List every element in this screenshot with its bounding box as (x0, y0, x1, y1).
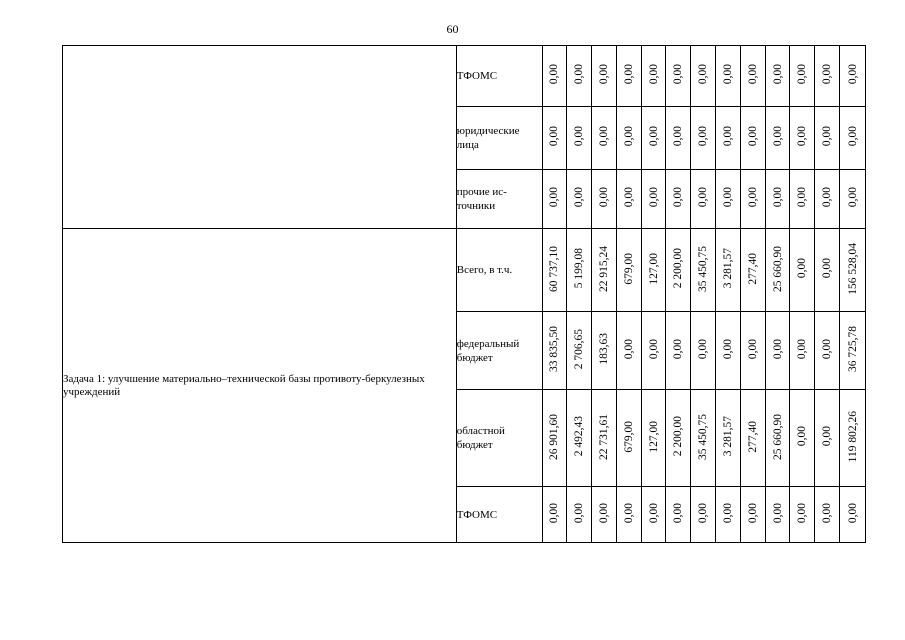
value-text: 0,00 (771, 502, 784, 524)
value-cell (765, 390, 790, 487)
value-text: 0,00 (697, 126, 710, 147)
value-cell (840, 390, 866, 487)
value-text: 60 737,10 (548, 245, 561, 292)
value-cell (567, 170, 592, 229)
value-text: 36 725,78 (846, 326, 859, 372)
value-text: 0,00 (647, 502, 660, 524)
value-text: 277,40 (746, 252, 759, 285)
value-text: 22 915,24 (597, 245, 610, 292)
value-cell (691, 312, 716, 390)
value-cell (716, 487, 741, 543)
budget-table (62, 45, 866, 543)
value-cell (592, 46, 617, 107)
value-cell (567, 46, 592, 107)
funding-source: областной бюджет (456, 390, 542, 487)
table-row (63, 46, 866, 107)
funding-source: ТФОМС (456, 46, 542, 107)
value-cell (616, 487, 641, 543)
value-text: 119 802,26 (846, 410, 859, 463)
funding-source: ТФОМС (456, 487, 542, 543)
value-cell (641, 170, 666, 229)
value-text: 22 731,61 (597, 413, 610, 460)
value-cell (840, 170, 866, 229)
value-text: 0,00 (697, 64, 710, 85)
value-cell (840, 229, 866, 312)
value-text: 0,00 (573, 126, 586, 147)
value-cell (740, 107, 765, 170)
value-cell (592, 107, 617, 170)
value-text: 2 706,65 (573, 328, 586, 370)
value-cell (616, 229, 641, 312)
value-text: 0,00 (647, 338, 660, 360)
value-cell (542, 229, 567, 312)
value-text: 0,00 (622, 338, 635, 360)
value-cell (616, 312, 641, 390)
value-text: 0,00 (573, 187, 586, 208)
value-text: 0,00 (821, 426, 834, 447)
value-text: 0,00 (721, 502, 734, 524)
value-cell (790, 229, 815, 312)
value-text: 0,00 (647, 64, 660, 85)
value-text: 0,00 (796, 126, 809, 147)
value-cell (840, 487, 866, 543)
value-cell (765, 170, 790, 229)
value-cell (716, 46, 741, 107)
value-cell (716, 170, 741, 229)
value-text: 0,00 (821, 258, 834, 279)
value-cell (716, 229, 741, 312)
value-cell (716, 312, 741, 390)
value-text: 0,00 (771, 187, 784, 208)
value-cell (765, 229, 790, 312)
value-cell (666, 46, 691, 107)
value-cell (641, 46, 666, 107)
value-text: 33 835,50 (548, 326, 561, 372)
value-cell (790, 107, 815, 170)
value-text: 35 450,75 (697, 245, 710, 292)
value-cell (691, 390, 716, 487)
value-text: 0,00 (597, 187, 610, 208)
value-cell (815, 229, 840, 312)
value-cell (740, 229, 765, 312)
value-text: 0,00 (697, 338, 710, 360)
value-cell (815, 390, 840, 487)
value-cell (716, 107, 741, 170)
value-cell (542, 390, 567, 487)
value-text: 25 660,90 (771, 245, 784, 292)
value-cell (616, 390, 641, 487)
value-text: 25 660,90 (771, 413, 784, 460)
value-cell (740, 46, 765, 107)
value-cell (790, 312, 815, 390)
value-text: 0,00 (573, 64, 586, 85)
value-cell (666, 312, 691, 390)
value-text: 26 901,60 (548, 413, 561, 460)
value-text: 127,00 (647, 252, 660, 285)
value-cell (815, 107, 840, 170)
value-text: 0,00 (846, 126, 859, 147)
value-cell (691, 229, 716, 312)
value-cell (666, 487, 691, 543)
value-cell (790, 170, 815, 229)
value-cell (790, 487, 815, 543)
value-cell (840, 46, 866, 107)
value-text: 0,00 (672, 187, 685, 208)
value-cell (592, 312, 617, 390)
value-text: 0,00 (796, 502, 809, 524)
value-text: 0,00 (672, 126, 685, 147)
value-text: 0,00 (672, 338, 685, 360)
page-number: 60 (446, 22, 459, 36)
value-text: 0,00 (622, 126, 635, 147)
value-cell (765, 107, 790, 170)
table-row (63, 229, 866, 312)
funding-source: прочие ис-точники (456, 170, 542, 229)
value-text: 0,00 (548, 64, 561, 85)
value-cell (740, 312, 765, 390)
value-cell (542, 46, 567, 107)
value-cell (567, 390, 592, 487)
funding-source: юридические лица (456, 107, 542, 170)
value-cell (641, 229, 666, 312)
value-text: 0,00 (796, 258, 809, 279)
funding-source: федеральный бюджет (456, 312, 542, 390)
value-text: 2 200,00 (672, 416, 685, 457)
value-cell (567, 487, 592, 543)
value-text: 0,00 (597, 126, 610, 147)
value-text: 0,00 (746, 338, 759, 360)
value-text: 0,00 (771, 64, 784, 85)
value-text: 0,00 (721, 187, 734, 208)
value-cell (765, 46, 790, 107)
value-text: 0,00 (796, 187, 809, 208)
value-text: 0,00 (721, 64, 734, 85)
value-cell (840, 312, 866, 390)
value-cell (567, 229, 592, 312)
value-text: 0,00 (796, 338, 809, 360)
value-cell (840, 107, 866, 170)
value-cell (641, 312, 666, 390)
value-text: 0,00 (796, 426, 809, 447)
value-text: 3 281,57 (721, 248, 734, 289)
value-text: 0,00 (647, 187, 660, 208)
value-cell (691, 487, 716, 543)
value-text: 0,00 (672, 64, 685, 85)
value-text: 0,00 (697, 187, 710, 208)
value-text: 0,00 (622, 502, 635, 524)
value-cell (641, 487, 666, 543)
value-cell (790, 390, 815, 487)
value-cell (815, 46, 840, 107)
value-text: 0,00 (548, 126, 561, 147)
value-text: 0,00 (821, 126, 834, 147)
value-cell (616, 170, 641, 229)
value-cell (592, 487, 617, 543)
value-text: 127,00 (647, 420, 660, 453)
value-text: 0,00 (597, 64, 610, 85)
funding-source: Всего, в т.ч. (456, 229, 542, 312)
value-text: 0,00 (746, 64, 759, 85)
value-text: 0,00 (573, 502, 586, 524)
value-cell (641, 390, 666, 487)
value-text: 0,00 (622, 187, 635, 208)
value-text: 679,00 (622, 420, 635, 453)
value-text: 183,63 (597, 333, 610, 365)
value-cell (815, 170, 840, 229)
value-text: 5 199,08 (573, 248, 586, 289)
value-text: 0,00 (746, 502, 759, 524)
value-text: 0,00 (697, 502, 710, 524)
value-cell (691, 170, 716, 229)
task-description: Задача 1: улучшение материально–технической базы противоту-беркулезных учреждений (63, 229, 457, 543)
value-cell (666, 229, 691, 312)
empty-task-cell (63, 46, 457, 229)
value-text: 0,00 (771, 338, 784, 360)
value-cell (740, 390, 765, 487)
value-cell (616, 46, 641, 107)
value-cell (542, 487, 567, 543)
value-text: 0,00 (672, 502, 685, 524)
value-text: 0,00 (548, 502, 561, 524)
value-text: 0,00 (821, 187, 834, 208)
value-cell (740, 487, 765, 543)
value-text: 0,00 (821, 64, 834, 85)
value-cell (592, 170, 617, 229)
value-cell (765, 312, 790, 390)
value-cell (765, 487, 790, 543)
value-text: 2 492,43 (573, 416, 586, 457)
value-cell (815, 312, 840, 390)
value-text: 0,00 (821, 502, 834, 524)
value-text: 0,00 (846, 187, 859, 208)
value-cell (691, 46, 716, 107)
value-text: 0,00 (821, 338, 834, 360)
value-text: 0,00 (548, 187, 561, 208)
value-cell (666, 170, 691, 229)
value-text: 0,00 (597, 502, 610, 524)
value-cell (567, 107, 592, 170)
value-cell (666, 107, 691, 170)
value-cell (691, 107, 716, 170)
value-text: 35 450,75 (697, 413, 710, 460)
value-text: 156 528,04 (846, 242, 859, 295)
value-text: 0,00 (846, 64, 859, 85)
value-text: 0,00 (771, 126, 784, 147)
value-cell (592, 390, 617, 487)
value-text: 0,00 (647, 126, 660, 147)
value-cell (815, 487, 840, 543)
value-cell (592, 229, 617, 312)
value-text: 0,00 (721, 338, 734, 360)
value-cell (790, 46, 815, 107)
value-text: 0,00 (746, 187, 759, 208)
value-text: 2 200,00 (672, 248, 685, 289)
value-text: 0,00 (746, 126, 759, 147)
value-text: 0,00 (622, 64, 635, 85)
value-cell (542, 107, 567, 170)
value-cell (641, 107, 666, 170)
value-text: 3 281,57 (721, 416, 734, 457)
value-cell (567, 312, 592, 390)
value-text: 0,00 (721, 126, 734, 147)
value-text: 277,40 (746, 420, 759, 453)
value-text: 679,00 (622, 252, 635, 285)
value-text: 0,00 (846, 502, 859, 524)
value-text: 0,00 (796, 64, 809, 85)
value-cell (740, 170, 765, 229)
value-cell (542, 312, 567, 390)
value-cell (666, 390, 691, 487)
value-cell (716, 390, 741, 487)
value-cell (616, 107, 641, 170)
value-cell (542, 170, 567, 229)
